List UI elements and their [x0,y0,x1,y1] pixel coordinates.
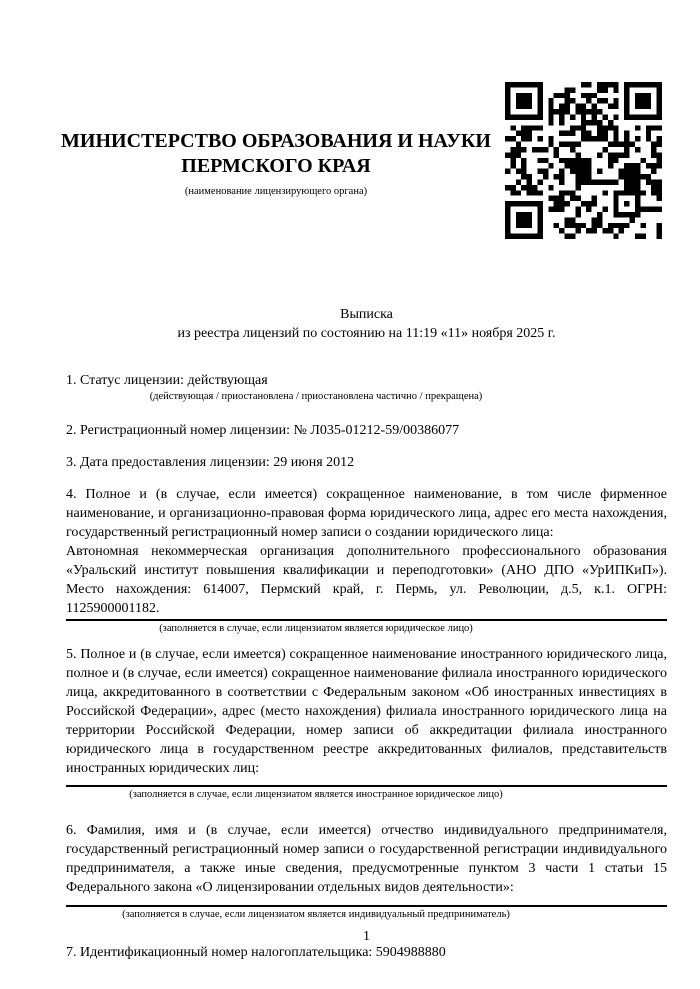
item-2-registration-number: 2. Регистрационный номер лицензии: № Л035-01212-59/00386077 [66,423,460,438]
item-5-underline [66,785,667,787]
item-6-entrepreneur-label: 6. Фамилия, имя и (в случае, если имеется) отчество индивидуального предпринимателя, государственный регистрационный номер записи о государственной регистрации индивидуального предпринимателя, а также иные сведения, предусмотренные пунктом 3 части 1 статьи 15 Федерального закона «О лицензировании отдельных видов деятельности»: [66,823,667,895]
document-title-line1: Выписка [340,307,393,322]
item-6-caption: (заполняется в случае, если лицензиатом является индивидуальный предприниматель) [122,909,510,920]
ministry-caption: (наименование лицензирующего органа) [184,186,368,197]
document-title-line2: из реестра лицензий по состоянию на 11:19 «11» ноября 2025 г. [177,326,556,341]
item-4-legal-entity-value: Автономная некоммерческая организация дополнительного профессионального образования «Уральский институт повышения квалификации и переподготовки» (АНО ДПО «УрИПКиП»). Место нахождения: 614007, Пермский край, г. Пермь, ул. Революции, д.5, к.1. ОГРН: 1125900001182. [66,544,667,616]
item-5-caption: (заполняется в случае, если лицензиатом является иностранное юридическое лицо) [129,789,503,800]
item-4-caption: (заполняется в случае, если лицензиатом является юридическое лицо) [159,623,473,634]
item-7-taxpayer-number: 7. Идентификационный номер налогоплательщика: 5904988880 [66,945,446,960]
item-1-caption: (действующая / приостановлена / приостановлена частично / прекращена) [149,391,483,402]
item-6-underline [66,905,667,907]
item-3-grant-date: 3. Дата предоставления лицензии: 29 июня 2012 [66,455,355,470]
item-1-license-status: 1. Статус лицензии: действующая [66,373,268,388]
ministry-name-line1: МИНИСТЕРСТВО ОБРАЗОВАНИЯ И НАУКИ [61,130,491,152]
document-title [66,305,667,343]
ministry-name-line2: ПЕРМСКОГО КРАЯ [181,155,371,177]
document-body [66,0,667,962]
item-4-underline [66,619,667,621]
item-4-legal-entity-label: 4. Полное и (в случае, если имеется) сокращенное наименование, в том числе фирменное наименование, и организационно-правовая форма юридического лица, адрес его места нахождения, государственный регистрационный номер записи о создании юридического лица: [66,487,667,540]
item-5-foreign-entity-label: 5. Полное и (в случае, если имеется) сокращенное наименование иностранного юридического лица, полное и (в случае, если имеется) сокращенное наименование филиала иностранного юридического лица, аккредитованного в соответствии с Федеральным законом «Об иностранных инвестициях в Российской Федерации», адрес (место нахождения) филиала иностранного юридического лица на территории Российской Федерации, номер записи об аккредитации филиала иностранного юридического лица в государственном реестре аккредитованных филиалов, представительств иностранных юридических лиц: [66,647,667,776]
page-number: 1 [363,929,370,944]
